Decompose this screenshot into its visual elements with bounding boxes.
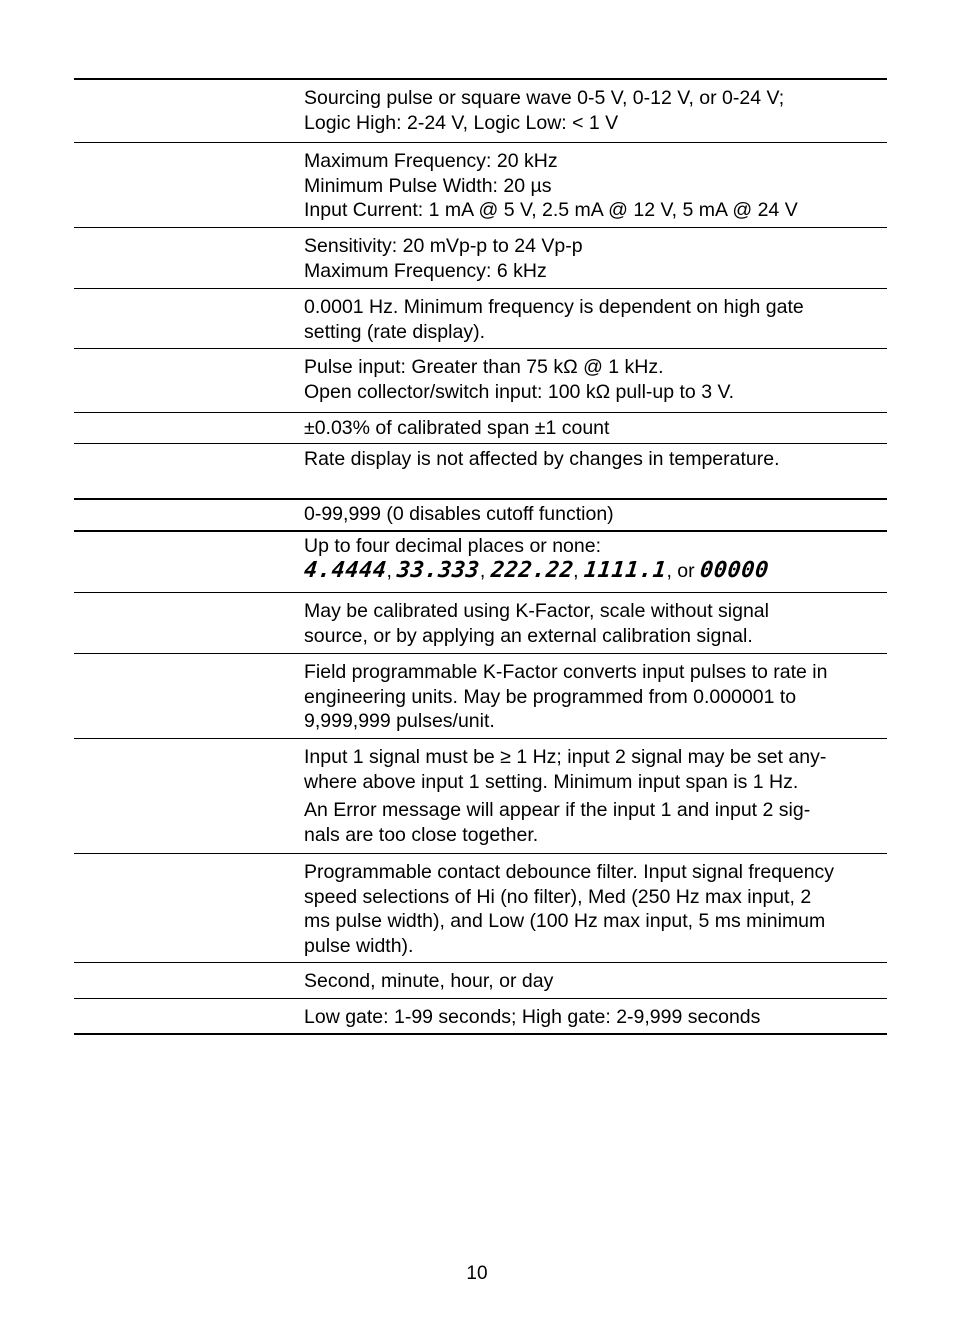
- spec-text-line: Maximum Frequency: 20 kHz: [304, 150, 558, 172]
- spec-value-cell: [298, 739, 887, 853]
- spec-label-cell: [74, 349, 298, 412]
- seven-segment-example: 33.333: [396, 557, 482, 583]
- spec-row-min-frequency: [74, 288, 887, 348]
- spec-text-line: speed selections of Hi (no filter), Med (250 Hz max input, 2: [304, 885, 812, 908]
- spec-text-line: Low gate: 1-99 seconds; High gate: 2-9,999 seconds: [304, 1006, 761, 1028]
- spec-value-cell: [298, 413, 887, 443]
- spec-row-input-span: [74, 738, 887, 853]
- seven-segment-example: 4.4444: [302, 557, 388, 583]
- spec-label-cell: [74, 289, 298, 348]
- spec-value-cell: [298, 289, 887, 348]
- spec-value-cell: [298, 80, 887, 142]
- spec-text-line: ms pulse width), and Low (100 Hz max input, 5 ms minimum: [304, 910, 826, 932]
- spec-text-line: Second, minute, hour, or day: [304, 970, 554, 992]
- spec-text-line: Input Current: 1 mA @ 5 V, 2.5 mA @ 12 V, 5 mA @ 24 V: [304, 199, 798, 221]
- spec-row-temperature-drift: [74, 443, 887, 498]
- spec-value-cell: [298, 500, 887, 530]
- separator: ,: [573, 559, 579, 582]
- spec-text-line: setting (rate display).: [304, 320, 485, 343]
- spec-value-cell: [298, 854, 887, 962]
- spec-row-decimal-point: [74, 530, 887, 592]
- spec-value-cell: [298, 349, 887, 412]
- spec-text-line: nals are too close together.: [304, 823, 539, 846]
- spec-row-input-impedance: [74, 348, 887, 412]
- spec-text-line: Input 1 signal must be ≥ 1 Hz; input 2 signal may be set any-: [304, 746, 827, 768]
- seven-segment-example: 1111.1: [582, 557, 668, 583]
- spec-label-cell: [74, 963, 298, 998]
- spec-label-cell: [74, 80, 298, 142]
- spec-row-input-signal: [74, 80, 887, 142]
- spec-value-cell: [298, 228, 887, 288]
- spec-row-sensitivity: [74, 227, 887, 288]
- spec-label-cell: [74, 413, 298, 443]
- spec-text-line: source, or by applying an external calibration signal.: [304, 624, 753, 647]
- spec-value-cell: [298, 444, 887, 498]
- spec-text-line: where above input 1 setting. Minimum input span is 1 Hz.: [304, 770, 799, 793]
- spec-value-cell: [298, 654, 887, 738]
- spec-value-cell: [298, 593, 887, 653]
- spec-text-line: Up to four decimal places or none:: [304, 535, 601, 557]
- separator: , or: [666, 559, 695, 582]
- separator: ,: [479, 559, 486, 582]
- spec-label-cell: [74, 444, 298, 498]
- spec-row-update-rate: [74, 998, 887, 1033]
- spec-text-line: Logic High: 2-24 V, Logic Low: < 1 V: [304, 111, 619, 134]
- spec-text-line: Sourcing pulse or square wave 0-5 V, 0-12 V, or 0-24 V;: [304, 87, 785, 109]
- spec-label-cell: [74, 532, 298, 592]
- display-examples-line: [304, 559, 883, 584]
- spec-table: [74, 78, 887, 1035]
- spec-label-cell: [74, 739, 298, 853]
- spec-value-cell: [298, 999, 887, 1033]
- spec-text-line: Minimum Pulse Width: 20 µs: [304, 174, 552, 197]
- spec-text-line: Programmable contact debounce filter. Input signal frequency: [304, 861, 835, 883]
- spec-label-cell: [74, 654, 298, 738]
- spec-text-line: Pulse input: Greater than 75 kΩ @ 1 kHz.: [304, 356, 664, 378]
- page-number: 10: [466, 1263, 488, 1284]
- spec-text-line: ±0.03% of calibrated span ±1 count: [304, 417, 610, 439]
- spec-label-cell: [74, 999, 298, 1033]
- spec-value-cell: [298, 963, 887, 998]
- spec-text-line: 9,999,999 pulses/unit.: [304, 710, 495, 732]
- seven-segment-example: 00000: [698, 557, 771, 583]
- spec-text-line: Field programmable K-Factor converts input pulses to rate in: [304, 661, 828, 683]
- spec-paragraph: [304, 798, 883, 847]
- spec-text-line: Maximum Frequency: 6 kHz: [304, 259, 547, 282]
- spec-text-line: pulse width).: [304, 934, 414, 957]
- spec-text-line: 0-99,999 (0 disables cutoff function): [304, 503, 614, 525]
- spec-label-cell: [74, 143, 298, 227]
- spec-label-cell: [74, 593, 298, 653]
- spec-paragraph: [304, 745, 883, 794]
- seven-segment-example: 222.22: [489, 557, 575, 583]
- spec-value-cell: [298, 143, 887, 227]
- spec-text-line: Sensitivity: 20 mVp-p to 24 Vp-p: [304, 235, 583, 257]
- spec-row-time-base: [74, 962, 887, 998]
- spec-text-line: An Error message will appear if the input 1 and input 2 sig-: [304, 799, 811, 821]
- spec-row-low-flow-cutoff: [74, 498, 887, 530]
- spec-value-cell: [298, 532, 887, 592]
- spec-text-line: 0.0001 Hz. Minimum frequency is dependent on high gate: [304, 296, 804, 318]
- spec-text-line: engineering units. May be programmed from 0.000001 to: [304, 685, 797, 708]
- spec-row-calibration: [74, 592, 887, 653]
- spec-row-accuracy: [74, 412, 887, 443]
- spec-row-pulse-input: [74, 142, 887, 227]
- spec-label-cell: [74, 500, 298, 530]
- spec-text-line: Rate display is not affected by changes in temperature.: [304, 448, 780, 470]
- spec-label-cell: [74, 228, 298, 288]
- separator: ,: [386, 559, 392, 582]
- spec-row-k-factor: [74, 653, 887, 738]
- spec-text-line: Open collector/switch input: 100 kΩ pull-up to 3 V.: [304, 380, 735, 403]
- spec-row-filter: [74, 853, 887, 962]
- spec-label-cell: [74, 854, 298, 962]
- spec-text-line: May be calibrated using K-Factor, scale without signal: [304, 600, 769, 622]
